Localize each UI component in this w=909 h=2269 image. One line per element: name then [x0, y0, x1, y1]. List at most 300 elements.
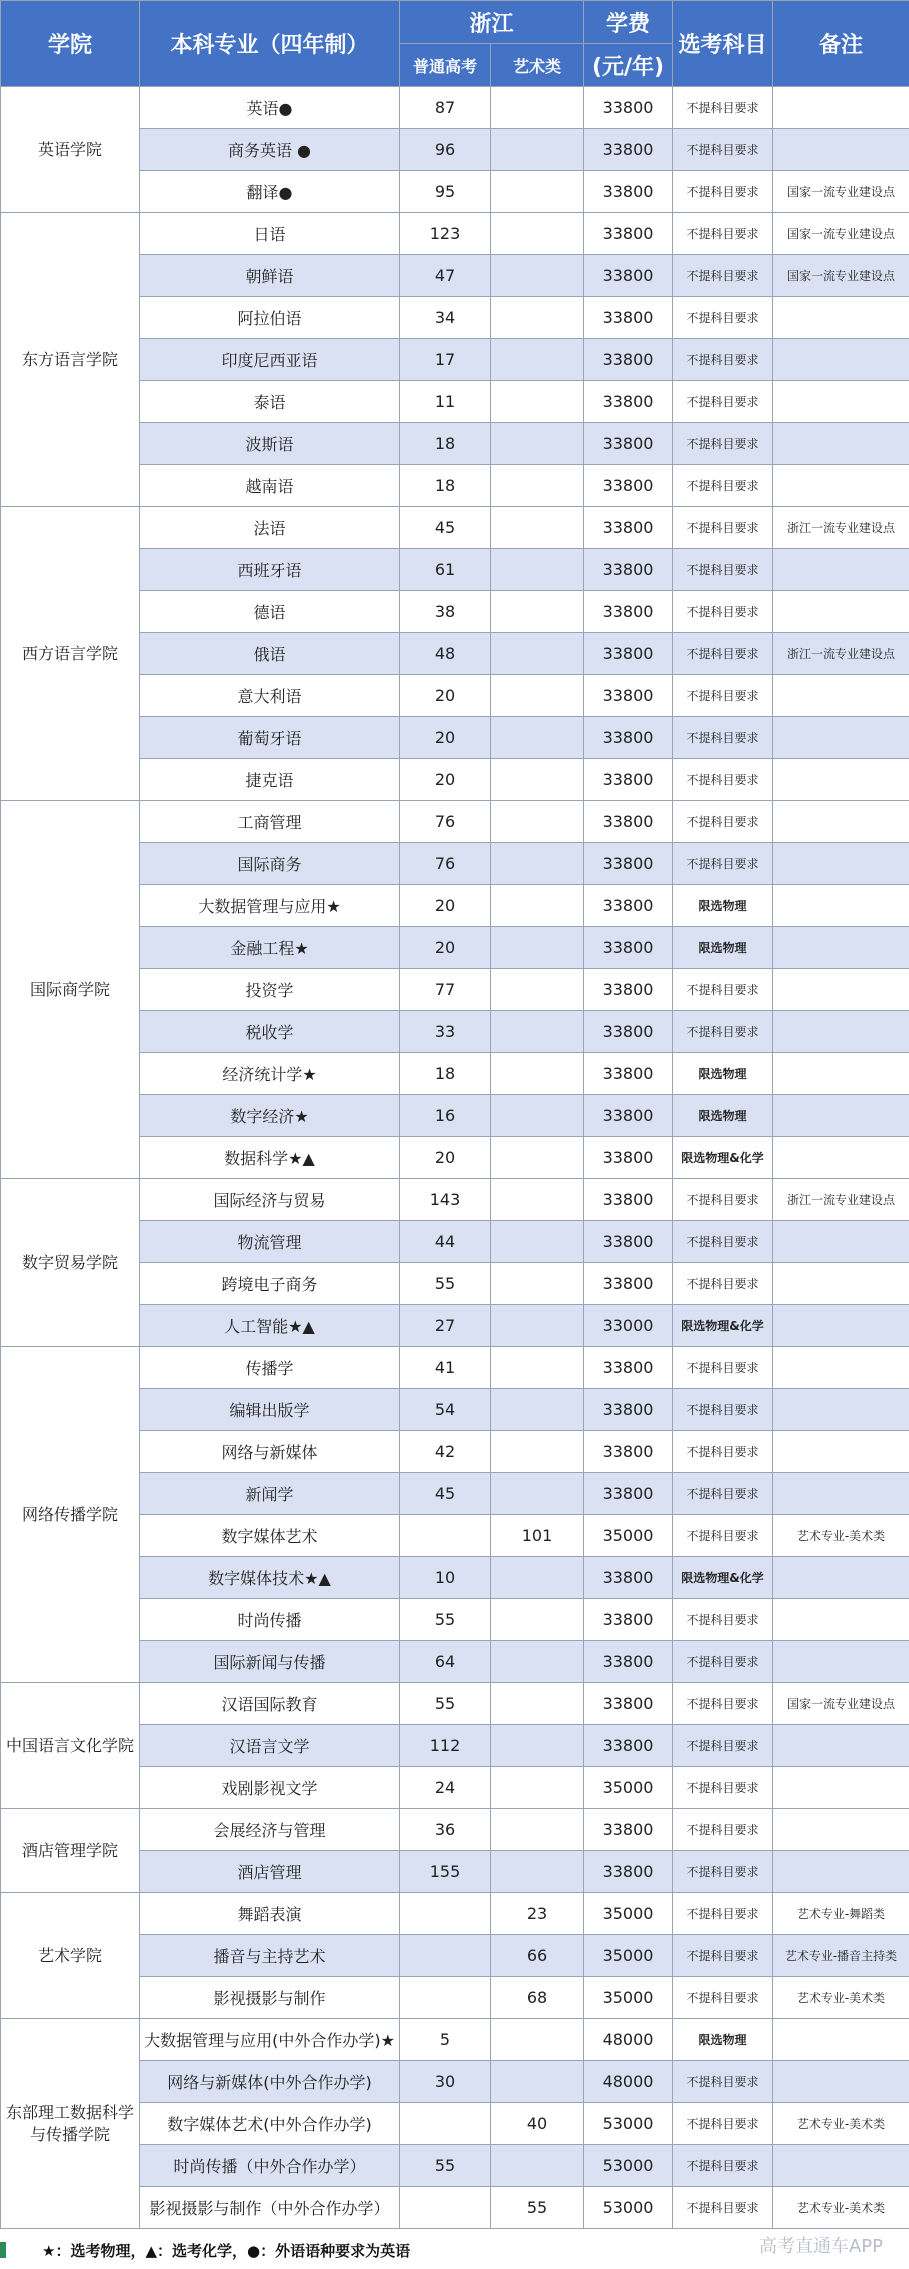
- note-cell: 浙江一流专业建设点: [773, 507, 909, 549]
- fee-cell: 48000: [584, 2019, 673, 2061]
- subjects-cell: 限选物理&化学: [673, 1305, 773, 1347]
- subjects-cell: 不提科目要求: [673, 591, 773, 633]
- major-cell: 人工智能★▲: [140, 1305, 400, 1347]
- general-quota-cell: 20: [400, 1137, 491, 1179]
- general-quota-cell: 11: [400, 381, 491, 423]
- note-cell: 国家一流专业建设点: [773, 171, 909, 213]
- legend-text: ★：选考物理，▲：选考化学，●：外语语种要求为英语: [42, 2242, 411, 2260]
- note-cell: 艺术专业-美术类: [773, 2187, 909, 2229]
- note-cell: [773, 1725, 909, 1767]
- subjects-cell: 不提科目要求: [673, 87, 773, 129]
- subjects-cell: 不提科目要求: [673, 2061, 773, 2103]
- note-cell: [773, 2061, 909, 2103]
- major-cell: 西班牙语: [140, 549, 400, 591]
- subjects-cell: 不提科目要求: [673, 171, 773, 213]
- major-cell: 商务英语 ●: [140, 129, 400, 171]
- major-cell: 数字媒体技术★▲: [140, 1557, 400, 1599]
- watermark-text: 高考直通车APP: [758, 2236, 883, 2257]
- fee-cell: 33800: [584, 1095, 673, 1137]
- major-cell: 数字媒体艺术: [140, 1515, 400, 1557]
- subjects-cell: 不提科目要求: [673, 1935, 773, 1977]
- fee-cell: 35000: [584, 1935, 673, 1977]
- major-cell: 时尚传播: [140, 1599, 400, 1641]
- note-cell: [773, 1851, 909, 1893]
- fee-cell: 35000: [584, 1893, 673, 1935]
- subjects-cell: 限选物理&化学: [673, 1557, 773, 1599]
- general-quota-cell: 143: [400, 1179, 491, 1221]
- major-cell: 酒店管理: [140, 1851, 400, 1893]
- fee-cell: 33800: [584, 591, 673, 633]
- major-cell: 英语●: [140, 87, 400, 129]
- general-quota-cell: 64: [400, 1641, 491, 1683]
- note-cell: [773, 423, 909, 465]
- note-cell: 艺术专业-美术类: [773, 2103, 909, 2145]
- art-quota-cell: [491, 129, 584, 171]
- general-quota-cell: [400, 2103, 491, 2145]
- subjects-cell: 不提科目要求: [673, 2145, 773, 2187]
- general-quota-cell: 76: [400, 801, 491, 843]
- footer-marker: [0, 2242, 6, 2258]
- major-cell: 数据科学★▲: [140, 1137, 400, 1179]
- note-cell: [773, 381, 909, 423]
- general-quota-cell: 155: [400, 1851, 491, 1893]
- subjects-cell: 不提科目要求: [673, 1809, 773, 1851]
- subjects-cell: 限选物理: [673, 2019, 773, 2061]
- major-cell: 印度尼西亚语: [140, 339, 400, 381]
- subjects-cell: 不提科目要求: [673, 297, 773, 339]
- college-cell: 东方语言学院: [1, 213, 140, 507]
- art-quota-cell: [491, 1347, 584, 1389]
- major-cell: 国际经济与贸易: [140, 1179, 400, 1221]
- note-cell: [773, 1809, 909, 1851]
- footer: [0, 2230, 909, 2269]
- art-quota-cell: [491, 1137, 584, 1179]
- note-cell: [773, 1473, 909, 1515]
- general-quota-cell: 27: [400, 1305, 491, 1347]
- fee-cell: 33800: [584, 675, 673, 717]
- art-quota-cell: [491, 1767, 584, 1809]
- major-cell: 朝鲜语: [140, 255, 400, 297]
- note-cell: [773, 1095, 909, 1137]
- major-cell: 影视摄影与制作: [140, 1977, 400, 2019]
- art-quota-cell: 23: [491, 1893, 584, 1935]
- major-cell: 戏剧影视文学: [140, 1767, 400, 1809]
- general-quota-cell: 10: [400, 1557, 491, 1599]
- general-quota-cell: 77: [400, 969, 491, 1011]
- art-quota-cell: [491, 969, 584, 1011]
- general-quota-cell: 18: [400, 1053, 491, 1095]
- note-cell: 浙江一流专业建设点: [773, 1179, 909, 1221]
- art-quota-cell: [491, 255, 584, 297]
- header-art: 艺术类: [491, 44, 584, 87]
- general-quota-cell: 55: [400, 1263, 491, 1305]
- fee-cell: 53000: [584, 2103, 673, 2145]
- subjects-cell: 不提科目要求: [673, 675, 773, 717]
- table-row: [1, 507, 909, 549]
- subjects-cell: 不提科目要求: [673, 1431, 773, 1473]
- note-cell: 艺术专业-美术类: [773, 1515, 909, 1557]
- fee-cell: 33800: [584, 885, 673, 927]
- college-cell: 中国语言文化学院: [1, 1683, 140, 1809]
- note-cell: [773, 1557, 909, 1599]
- fee-cell: 48000: [584, 2061, 673, 2103]
- major-cell: 意大利语: [140, 675, 400, 717]
- fee-cell: 33800: [584, 1683, 673, 1725]
- note-cell: [773, 465, 909, 507]
- note-cell: 艺术专业-播音主持类: [773, 1935, 909, 1977]
- subjects-cell: 不提科目要求: [673, 843, 773, 885]
- major-cell: 俄语: [140, 633, 400, 675]
- art-quota-cell: [491, 885, 584, 927]
- subjects-cell: 不提科目要求: [673, 213, 773, 255]
- major-cell: 网络与新媒体: [140, 1431, 400, 1473]
- fee-cell: 33800: [584, 801, 673, 843]
- general-quota-cell: 33: [400, 1011, 491, 1053]
- college-cell: 艺术学院: [1, 1893, 140, 2019]
- general-quota-cell: 54: [400, 1389, 491, 1431]
- subjects-cell: 不提科目要求: [673, 465, 773, 507]
- general-quota-cell: 20: [400, 927, 491, 969]
- art-quota-cell: [491, 1683, 584, 1725]
- general-quota-cell: [400, 1977, 491, 2019]
- art-quota-cell: [491, 1431, 584, 1473]
- art-quota-cell: [491, 1305, 584, 1347]
- note-cell: [773, 2145, 909, 2187]
- college-cell: 数字贸易学院: [1, 1179, 140, 1347]
- general-quota-cell: 38: [400, 591, 491, 633]
- note-cell: [773, 927, 909, 969]
- fee-cell: 33800: [584, 297, 673, 339]
- art-quota-cell: [491, 1221, 584, 1263]
- art-quota-cell: [491, 171, 584, 213]
- general-quota-cell: 42: [400, 1431, 491, 1473]
- subjects-cell: 不提科目要求: [673, 2103, 773, 2145]
- general-quota-cell: 36: [400, 1809, 491, 1851]
- general-quota-cell: 20: [400, 759, 491, 801]
- fee-cell: 33800: [584, 843, 673, 885]
- header-region: 浙江: [400, 1, 584, 44]
- major-cell: 传播学: [140, 1347, 400, 1389]
- fee-cell: 53000: [584, 2187, 673, 2229]
- note-cell: [773, 1011, 909, 1053]
- note-cell: [773, 339, 909, 381]
- art-quota-cell: [491, 1053, 584, 1095]
- note-cell: [773, 675, 909, 717]
- art-quota-cell: [491, 1599, 584, 1641]
- fee-cell: 33800: [584, 213, 673, 255]
- fee-cell: 33800: [584, 1431, 673, 1473]
- subjects-cell: 不提科目要求: [673, 1641, 773, 1683]
- subjects-cell: 不提科目要求: [673, 1599, 773, 1641]
- general-quota-cell: 16: [400, 1095, 491, 1137]
- major-cell: 日语: [140, 213, 400, 255]
- art-quota-cell: [491, 1557, 584, 1599]
- fee-cell: 33800: [584, 549, 673, 591]
- fee-cell: 35000: [584, 1977, 673, 2019]
- general-quota-cell: 76: [400, 843, 491, 885]
- subjects-cell: 不提科目要求: [673, 381, 773, 423]
- college-cell: 英语学院: [1, 87, 140, 213]
- general-quota-cell: 44: [400, 1221, 491, 1263]
- fee-cell: 33800: [584, 1221, 673, 1263]
- general-quota-cell: 20: [400, 717, 491, 759]
- table-body: [1, 87, 909, 2229]
- subjects-cell: 不提科目要求: [673, 1977, 773, 2019]
- major-cell: 葡萄牙语: [140, 717, 400, 759]
- subjects-cell: 不提科目要求: [673, 2187, 773, 2229]
- table-row: [1, 213, 909, 255]
- fee-cell: 33800: [584, 1389, 673, 1431]
- table-row: [1, 87, 909, 129]
- subjects-cell: 不提科目要求: [673, 423, 773, 465]
- table-row: [1, 1683, 909, 1725]
- subjects-cell: 不提科目要求: [673, 1683, 773, 1725]
- general-quota-cell: 18: [400, 465, 491, 507]
- subjects-cell: 限选物理: [673, 927, 773, 969]
- note-cell: [773, 1305, 909, 1347]
- art-quota-cell: [491, 927, 584, 969]
- subjects-cell: 不提科目要求: [673, 1515, 773, 1557]
- subjects-cell: 不提科目要求: [673, 255, 773, 297]
- header-fee: 学费: [584, 1, 673, 44]
- note-cell: 国家一流专业建设点: [773, 213, 909, 255]
- general-quota-cell: 45: [400, 1473, 491, 1515]
- subjects-cell: 不提科目要求: [673, 969, 773, 1011]
- art-quota-cell: [491, 1851, 584, 1893]
- art-quota-cell: [491, 759, 584, 801]
- note-cell: [773, 801, 909, 843]
- note-cell: [773, 87, 909, 129]
- note-cell: [773, 717, 909, 759]
- art-quota-cell: [491, 381, 584, 423]
- subjects-cell: 不提科目要求: [673, 129, 773, 171]
- note-cell: [773, 885, 909, 927]
- fee-cell: 33800: [584, 1725, 673, 1767]
- subjects-cell: 不提科目要求: [673, 1767, 773, 1809]
- general-quota-cell: 45: [400, 507, 491, 549]
- fee-cell: 33800: [584, 633, 673, 675]
- art-quota-cell: 68: [491, 1977, 584, 2019]
- general-quota-cell: 123: [400, 213, 491, 255]
- major-cell: 波斯语: [140, 423, 400, 465]
- subjects-cell: 不提科目要求: [673, 1851, 773, 1893]
- subjects-cell: 不提科目要求: [673, 1221, 773, 1263]
- general-quota-cell: 55: [400, 1683, 491, 1725]
- college-cell: 东部理工数据科学与传播学院: [1, 2019, 140, 2229]
- general-quota-cell: [400, 2187, 491, 2229]
- major-cell: 汉语言文学: [140, 1725, 400, 1767]
- major-cell: 投资学: [140, 969, 400, 1011]
- general-quota-cell: 96: [400, 129, 491, 171]
- header-subjects: 选考科目: [673, 1, 773, 87]
- note-cell: [773, 759, 909, 801]
- fee-cell: 33800: [584, 255, 673, 297]
- art-quota-cell: [491, 843, 584, 885]
- art-quota-cell: [491, 213, 584, 255]
- fee-cell: 33800: [584, 1347, 673, 1389]
- fee-cell: 33800: [584, 1473, 673, 1515]
- major-cell: 工商管理: [140, 801, 400, 843]
- fee-cell: 33800: [584, 129, 673, 171]
- note-cell: [773, 129, 909, 171]
- subjects-cell: 不提科目要求: [673, 1011, 773, 1053]
- major-cell: 德语: [140, 591, 400, 633]
- header-notes: 备注: [773, 1, 909, 87]
- major-cell: 阿拉伯语: [140, 297, 400, 339]
- fee-cell: 33000: [584, 1305, 673, 1347]
- note-cell: 浙江一流专业建设点: [773, 633, 909, 675]
- general-quota-cell: 55: [400, 2145, 491, 2187]
- subjects-cell: 限选物理: [673, 1095, 773, 1137]
- general-quota-cell: 61: [400, 549, 491, 591]
- fee-cell: 33800: [584, 1809, 673, 1851]
- subjects-cell: 不提科目要求: [673, 1389, 773, 1431]
- art-quota-cell: [491, 717, 584, 759]
- art-quota-cell: [491, 591, 584, 633]
- major-cell: 影视摄影与制作（中外合作办学）: [140, 2187, 400, 2229]
- art-quota-cell: 40: [491, 2103, 584, 2145]
- note-cell: [773, 297, 909, 339]
- fee-cell: 35000: [584, 1767, 673, 1809]
- subjects-cell: 不提科目要求: [673, 633, 773, 675]
- fee-cell: 33800: [584, 381, 673, 423]
- art-quota-cell: [491, 675, 584, 717]
- art-quota-cell: [491, 2145, 584, 2187]
- note-cell: [773, 2019, 909, 2061]
- note-cell: [773, 843, 909, 885]
- general-quota-cell: 87: [400, 87, 491, 129]
- art-quota-cell: [491, 297, 584, 339]
- art-quota-cell: [491, 2061, 584, 2103]
- art-quota-cell: [491, 633, 584, 675]
- note-cell: [773, 1263, 909, 1305]
- general-quota-cell: 47: [400, 255, 491, 297]
- fee-cell: 33800: [584, 465, 673, 507]
- fee-cell: 33800: [584, 969, 673, 1011]
- general-quota-cell: 95: [400, 171, 491, 213]
- table-row: [1, 1809, 909, 1851]
- fee-cell: 33800: [584, 927, 673, 969]
- header-college: 学院: [1, 1, 140, 87]
- art-quota-cell: [491, 1011, 584, 1053]
- subjects-cell: 不提科目要求: [673, 801, 773, 843]
- major-cell: 时尚传播（中外合作办学）: [140, 2145, 400, 2187]
- subjects-cell: 不提科目要求: [673, 507, 773, 549]
- general-quota-cell: 18: [400, 423, 491, 465]
- general-quota-cell: 5: [400, 2019, 491, 2061]
- art-quota-cell: [491, 423, 584, 465]
- art-quota-cell: [491, 549, 584, 591]
- college-cell: 西方语言学院: [1, 507, 140, 801]
- header-major: 本科专业（四年制）: [140, 1, 400, 87]
- subjects-cell: 限选物理: [673, 885, 773, 927]
- subjects-cell: 限选物理: [673, 1053, 773, 1095]
- fee-cell: 53000: [584, 2145, 673, 2187]
- header-fee-unit: (元/年): [584, 44, 673, 87]
- subjects-cell: 不提科目要求: [673, 759, 773, 801]
- note-cell: [773, 1389, 909, 1431]
- art-quota-cell: [491, 339, 584, 381]
- note-cell: [773, 1137, 909, 1179]
- general-quota-cell: 112: [400, 1725, 491, 1767]
- major-cell: 越南语: [140, 465, 400, 507]
- major-cell: 国际新闻与传播: [140, 1641, 400, 1683]
- fee-cell: 33800: [584, 423, 673, 465]
- fee-cell: 33800: [584, 1011, 673, 1053]
- fee-cell: 33800: [584, 507, 673, 549]
- fee-cell: 33800: [584, 1053, 673, 1095]
- fee-cell: 33800: [584, 1137, 673, 1179]
- major-cell: 金融工程★: [140, 927, 400, 969]
- header-general: 普通高考: [400, 44, 491, 87]
- subjects-cell: 不提科目要求: [673, 1725, 773, 1767]
- art-quota-cell: [491, 465, 584, 507]
- major-cell: 国际商务: [140, 843, 400, 885]
- note-cell: 艺术专业-舞蹈类: [773, 1893, 909, 1935]
- college-cell: 酒店管理学院: [1, 1809, 140, 1893]
- note-cell: [773, 969, 909, 1011]
- art-quota-cell: [491, 1809, 584, 1851]
- fee-cell: 33800: [584, 1557, 673, 1599]
- art-quota-cell: [491, 1179, 584, 1221]
- table-row: [1, 1893, 909, 1935]
- subjects-cell: 不提科目要求: [673, 339, 773, 381]
- subjects-cell: 不提科目要求: [673, 1179, 773, 1221]
- note-cell: [773, 1767, 909, 1809]
- art-quota-cell: [491, 1473, 584, 1515]
- fee-cell: 33800: [584, 87, 673, 129]
- art-quota-cell: 101: [491, 1515, 584, 1557]
- major-cell: 捷克语: [140, 759, 400, 801]
- note-cell: [773, 1221, 909, 1263]
- general-quota-cell: 20: [400, 885, 491, 927]
- fee-cell: 33800: [584, 1263, 673, 1305]
- note-cell: [773, 1431, 909, 1473]
- general-quota-cell: 48: [400, 633, 491, 675]
- art-quota-cell: [491, 1263, 584, 1305]
- major-cell: 大数据管理与应用(中外合作办学)★: [140, 2019, 400, 2061]
- subjects-cell: 限选物理&化学: [673, 1137, 773, 1179]
- major-cell: 数字媒体艺术(中外合作办学): [140, 2103, 400, 2145]
- note-cell: [773, 1641, 909, 1683]
- note-cell: [773, 591, 909, 633]
- fee-cell: 33800: [584, 171, 673, 213]
- art-quota-cell: [491, 1389, 584, 1431]
- fee-cell: 33800: [584, 1851, 673, 1893]
- fee-cell: 33800: [584, 339, 673, 381]
- art-quota-cell: [491, 1095, 584, 1137]
- general-quota-cell: 55: [400, 1599, 491, 1641]
- major-cell: 跨境电子商务: [140, 1263, 400, 1305]
- note-cell: 国家一流专业建设点: [773, 1683, 909, 1725]
- note-cell: [773, 1053, 909, 1095]
- college-cell: 国际商学院: [1, 801, 140, 1179]
- general-quota-cell: 30: [400, 2061, 491, 2103]
- major-cell: 经济统计学★: [140, 1053, 400, 1095]
- subjects-cell: 不提科目要求: [673, 717, 773, 759]
- college-cell: 网络传播学院: [1, 1347, 140, 1683]
- art-quota-cell: [491, 1641, 584, 1683]
- art-quota-cell: [491, 507, 584, 549]
- subjects-cell: 不提科目要求: [673, 1347, 773, 1389]
- table-row: [1, 801, 909, 843]
- note-cell: [773, 1599, 909, 1641]
- major-cell: 泰语: [140, 381, 400, 423]
- general-quota-cell: 20: [400, 675, 491, 717]
- general-quota-cell: 24: [400, 1767, 491, 1809]
- art-quota-cell: [491, 1725, 584, 1767]
- major-cell: 编辑出版学: [140, 1389, 400, 1431]
